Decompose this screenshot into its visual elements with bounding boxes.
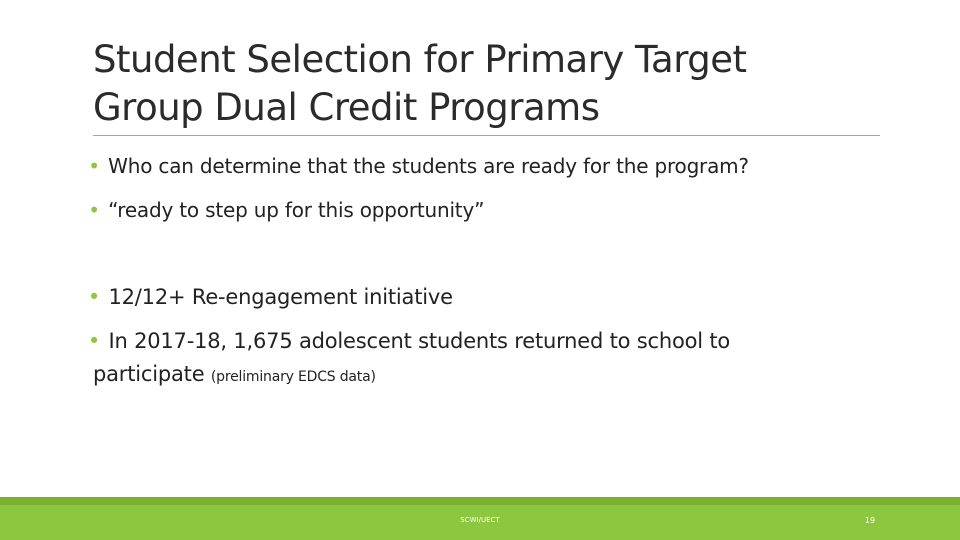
bullet-continuation: [93, 360, 376, 391]
slide-title: [93, 36, 873, 132]
footer-bar-accent: [0, 497, 960, 505]
bullet-item: [86, 152, 749, 180]
bullet-dot-icon: •: [88, 154, 100, 178]
page-number: 19: [864, 516, 876, 525]
bullet-text: In 2017-18, 1,675 adolescent students returned to school to: [108, 329, 731, 353]
bullet-item: [86, 196, 484, 224]
slide-title-line-1: Student Selection for Primary Target: [93, 38, 747, 81]
bullet-text: 12/12+ Re-engagement initiative: [108, 285, 453, 309]
bullet-dot-icon: •: [87, 285, 101, 309]
title-divider: [93, 135, 880, 136]
footer-organization: SCWI/UECT: [460, 516, 500, 524]
bullet-item: [86, 283, 453, 311]
bullet-source-note: (preliminary EDCS data): [210, 369, 376, 385]
bullet-text: “ready to step up for this opportunity”: [108, 198, 485, 222]
bullet-dot-icon: •: [88, 198, 100, 222]
bullet-item: [86, 327, 730, 355]
bullet-dot-icon: •: [87, 329, 101, 353]
slide-title-line-2: Group Dual Credit Programs: [93, 86, 600, 129]
bullet-continuation-text: participate: [93, 362, 205, 386]
bullet-text: Who can determine that the students are ready for the program?: [108, 154, 749, 178]
